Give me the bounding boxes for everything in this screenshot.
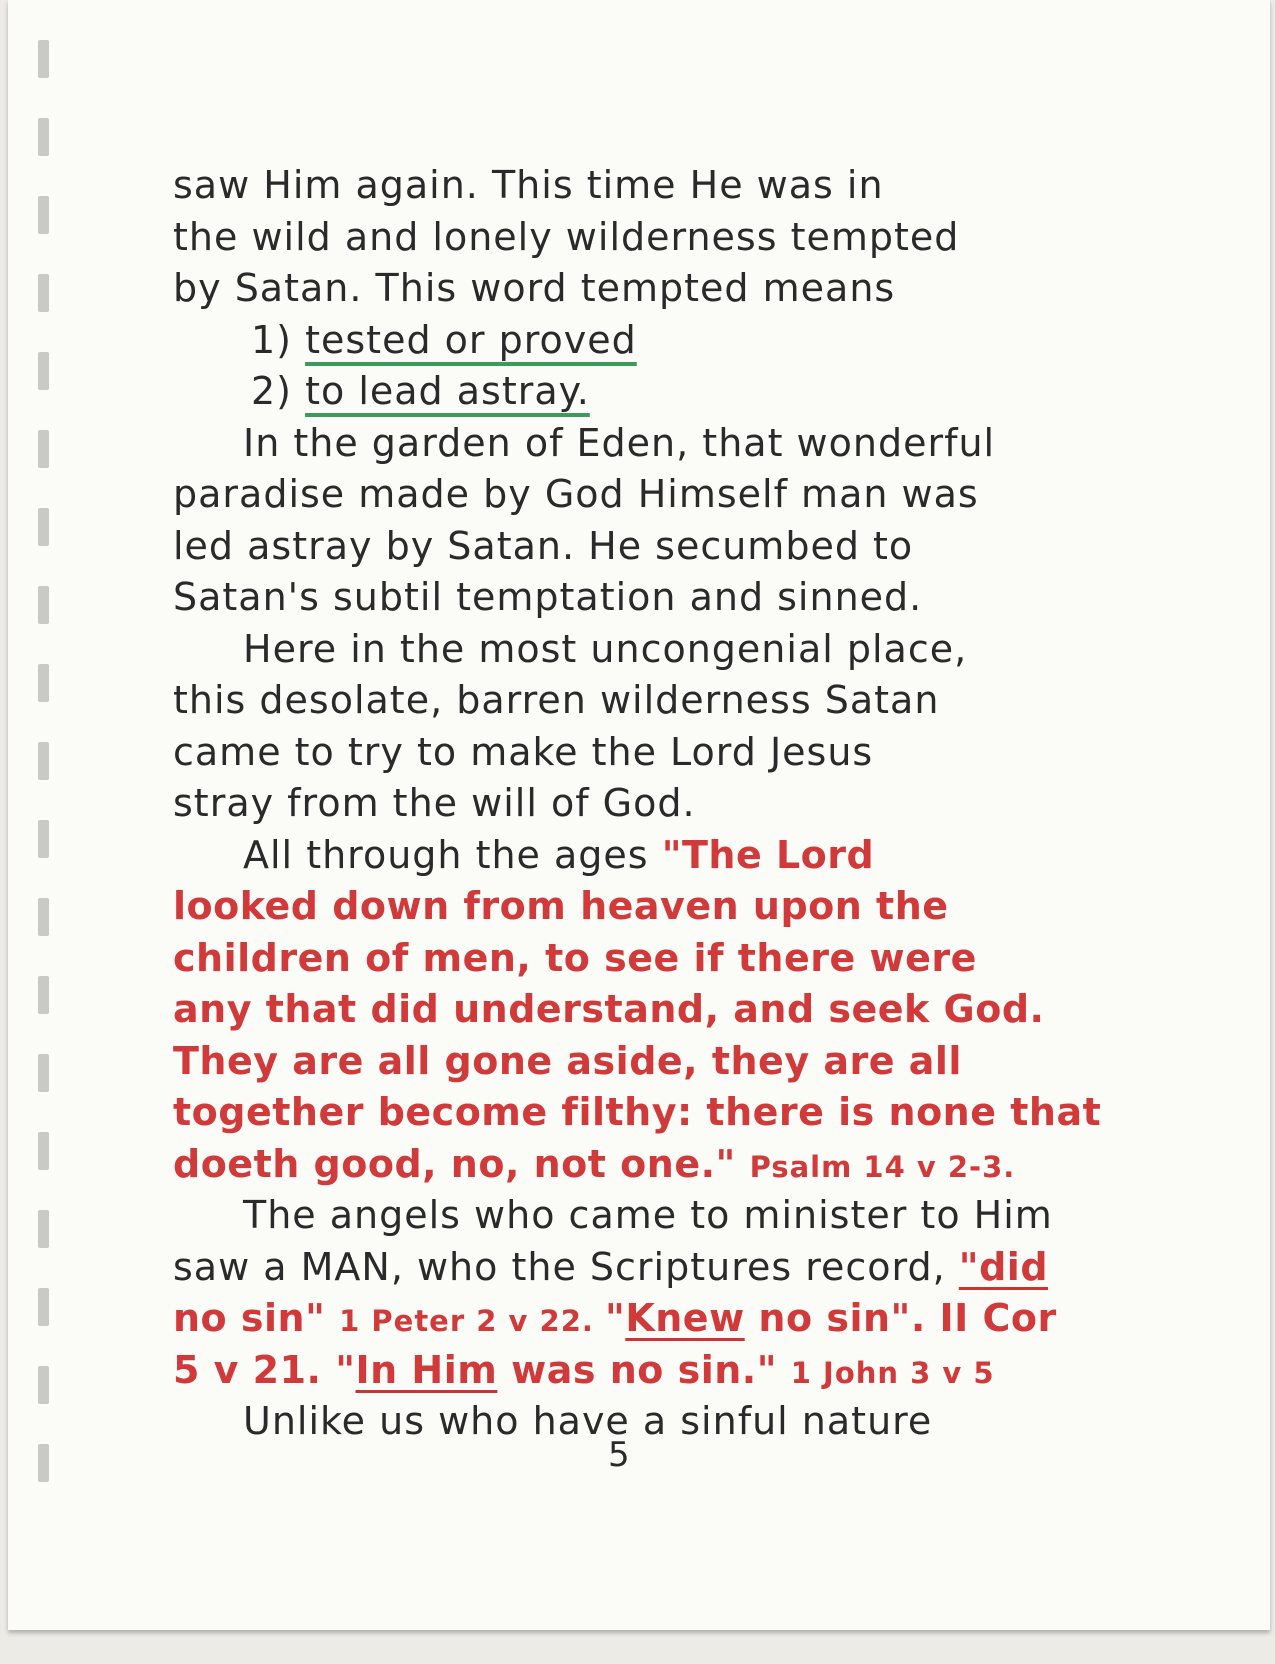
text-line xyxy=(173,1293,1133,1345)
text-line xyxy=(173,624,1133,676)
text-line xyxy=(173,315,1133,367)
scripture-quote: children of men, to see if there were xyxy=(173,935,977,980)
text-run: 2) xyxy=(251,369,306,413)
scripture-quote: looked down from heaven upon the xyxy=(173,884,949,928)
binding-hole xyxy=(38,1366,49,1404)
handwritten-text xyxy=(173,160,1133,1448)
text-line xyxy=(173,675,1133,727)
binding-hole xyxy=(38,898,49,936)
text-run: stray from the will of God. xyxy=(173,781,696,825)
text-line xyxy=(173,881,1133,933)
text-run: 1) xyxy=(251,317,306,362)
text-line xyxy=(173,418,1133,470)
text-line xyxy=(173,1139,1133,1191)
binding-hole xyxy=(38,352,49,390)
scripture-reference: Psalm 14 v 2-3. xyxy=(749,1149,1016,1184)
text-run: Satan's subtil temptation and sinned. xyxy=(173,575,923,619)
text-run: by Satan. This word tempted means xyxy=(173,266,896,310)
text-line xyxy=(173,469,1133,521)
scripture-quote: " xyxy=(605,1296,626,1340)
scripture-reference: 1 John 3 v 5 xyxy=(790,1355,995,1390)
text-line xyxy=(173,160,1133,212)
binding-hole xyxy=(38,1132,49,1170)
scripture-quote: Knew xyxy=(625,1296,745,1340)
text-run: paradise made by God Himself man was xyxy=(173,472,979,516)
text-line xyxy=(173,1087,1133,1139)
text-run: Unlike us who have a sinful nature xyxy=(243,1399,933,1443)
text-line xyxy=(173,1242,1133,1294)
binding-hole xyxy=(38,1288,49,1326)
text-run: the wild and lonely wilderness tempted xyxy=(173,214,960,259)
binding-hole xyxy=(38,1444,49,1482)
scripture-quote: They are all gone aside, they are all xyxy=(173,1038,962,1083)
binding-hole xyxy=(38,274,49,312)
text-line xyxy=(173,1396,1133,1448)
text-run: All through the ages xyxy=(243,832,662,877)
scripture-quote: any that did understand, and seek God. xyxy=(173,987,1045,1031)
text-line xyxy=(173,727,1133,779)
binding-hole xyxy=(38,118,49,156)
binding-hole xyxy=(38,40,49,78)
text-run: this desolate, barren wilderness Satan xyxy=(173,678,940,722)
text-line xyxy=(173,984,1133,1036)
text-line xyxy=(173,263,1133,315)
binding-hole xyxy=(38,1210,49,1248)
text-run: In the garden of Eden, that wonderful xyxy=(243,420,996,465)
text-line xyxy=(173,212,1133,264)
page-number: 5 xyxy=(608,1435,630,1475)
scripture-quote: was no sin." xyxy=(497,1347,791,1392)
text-run: came to try to make the Lord Jesus xyxy=(173,729,874,774)
text-run: Here in the most uncongenial place, xyxy=(243,626,968,671)
scripture-quote: "The Lord xyxy=(661,832,875,877)
notebook-page xyxy=(8,0,1270,1630)
binding-hole xyxy=(38,586,49,624)
scripture-quote: 5 v 21. " xyxy=(173,1347,356,1392)
scripture-reference: 1 Peter 2 v 22. xyxy=(339,1304,605,1338)
text-line xyxy=(173,830,1133,882)
binding-hole xyxy=(38,508,49,546)
text-line xyxy=(173,778,1133,830)
scripture-quote: In Him xyxy=(355,1347,498,1392)
text-line xyxy=(173,933,1133,985)
text-line xyxy=(173,572,1133,624)
binding-hole xyxy=(38,430,49,468)
text-run: The angels who came to minister to Him xyxy=(243,1193,1053,1237)
scripture-quote: doeth good, no, not one." xyxy=(173,1141,750,1186)
binding-hole xyxy=(38,1054,49,1092)
text-line xyxy=(173,366,1133,418)
text-run: saw a MAN, who the Scriptures record, xyxy=(173,1244,959,1289)
text-line xyxy=(173,1345,1133,1397)
scripture-quote: "did xyxy=(958,1244,1049,1289)
text-line xyxy=(173,1190,1133,1242)
binding-hole xyxy=(38,976,49,1014)
binding-hole xyxy=(38,664,49,702)
binding-hole xyxy=(38,820,49,858)
binding-hole xyxy=(38,742,49,780)
text-line xyxy=(173,521,1133,573)
scripture-quote: no sin" xyxy=(173,1296,340,1340)
binding-hole xyxy=(38,196,49,234)
text-run: to lead astray. xyxy=(305,369,590,413)
text-run: led astray by Satan. He secumbed to xyxy=(173,523,914,568)
text-run: saw Him again. This time He was in xyxy=(173,163,884,207)
text-line xyxy=(173,1036,1133,1088)
scripture-quote: no sin". II Cor xyxy=(744,1296,1057,1340)
scripture-quote: together become filthy: there is none that xyxy=(173,1090,1102,1134)
text-run: tested or proved xyxy=(305,317,637,362)
